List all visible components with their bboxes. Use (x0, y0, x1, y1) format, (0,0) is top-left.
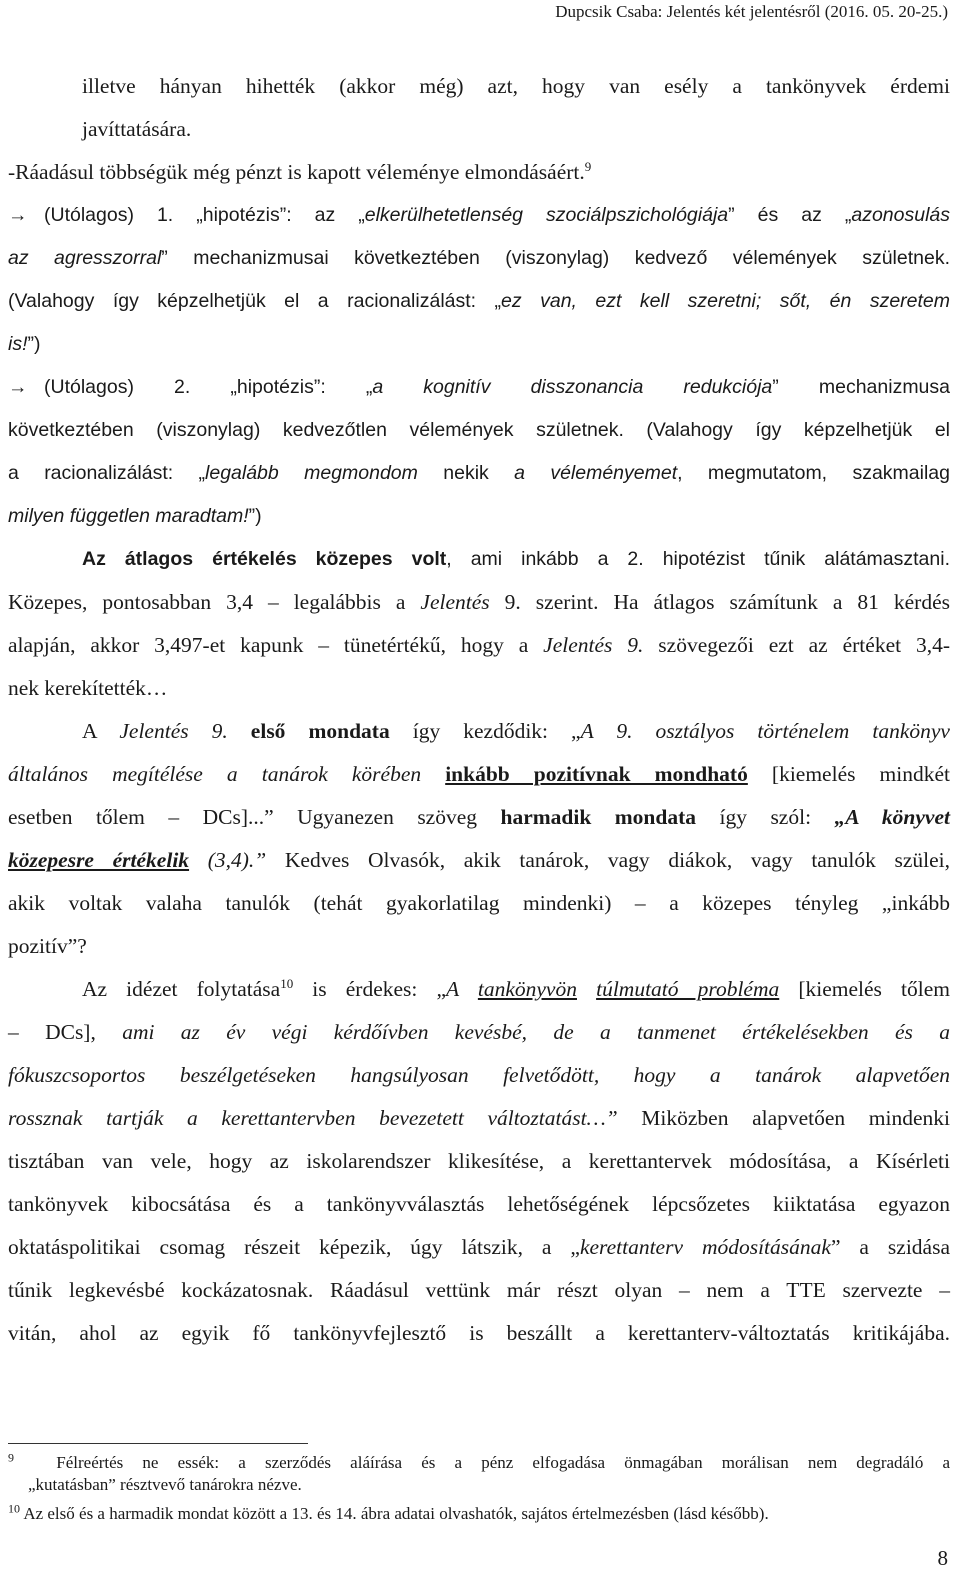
text-line (8, 1145, 950, 1188)
footnote-number: 10 (8, 1501, 20, 1516)
text-run: a kognitív disszonancia redukciója (372, 376, 773, 398)
text-run: ez van, ezt kell szeretni; sőt, én szeretem (501, 290, 951, 312)
text-line (8, 758, 950, 801)
text-run (228, 719, 251, 743)
text-run: (Utólagos) 1. „hipotézis”: az „ (44, 204, 365, 226)
text-run: -Ráadásul többségük még pénzt is kapott véleménye elmondásáért. (8, 160, 585, 184)
text-run: ”) (27, 333, 41, 355)
text-run: legalább megmondom (205, 462, 418, 484)
text-run: Miközben alapvetően mindenki (617, 1106, 951, 1130)
text-run: ” és az „ (728, 204, 852, 226)
text-line (8, 156, 950, 199)
text-run: Jelentés 9. (119, 719, 228, 743)
text-run: (3,4).” (189, 848, 267, 872)
text-run: , megmutatom, szakmailag (677, 462, 950, 484)
text-line (8, 371, 950, 414)
footnote-ref: 10 (280, 975, 294, 991)
text-line (8, 1059, 950, 1102)
text-line (8, 930, 950, 973)
footnote-number: 9 (8, 1450, 14, 1465)
text-line (8, 285, 950, 328)
text-run: rossznak tartják a kerettantervben bevezetett változtatást…” (8, 1106, 618, 1130)
text-line (8, 672, 950, 715)
text-line (8, 1274, 950, 1317)
text-line (8, 414, 950, 457)
text-run: Az átlagos értékelés közepes volt (82, 548, 447, 570)
text-run: inkább pozitívnak mondható (445, 762, 748, 786)
arrow-icon: → (8, 204, 28, 226)
text-run: is! (8, 333, 28, 355)
text-line (8, 887, 950, 930)
text-run: kerettanterv módosításának (579, 1235, 831, 1259)
text-line (8, 1317, 950, 1360)
text-run: A (82, 719, 120, 743)
body-text (8, 70, 950, 1360)
text-run: milyen független maradtam! (8, 505, 249, 527)
footnote-text: „kutatásban” résztvevő tanárokra nézve. (28, 1475, 302, 1494)
footnote-9 (8, 1452, 950, 1496)
text-run: 9. szerint. Ha átlagos számítunk a 81 kérdés (489, 590, 950, 614)
page-header: Dupcsik Csaba: Jelentés két jelentésről (2016. 05. 20-25.) (555, 2, 948, 21)
text-run: – DCs], (8, 1020, 123, 1044)
text-run: Közepes, pontosabban 3,4 – legalábbis a (8, 590, 421, 614)
text-line (8, 1188, 950, 1231)
text-run: közepesre értékelik (8, 848, 190, 872)
text-run: ”) (248, 505, 262, 527)
footnote-ref: 9 (584, 158, 592, 174)
text-run: alapján, akkor 3,497-et kapunk – tünetértékű, hogy a (8, 633, 544, 657)
footnote-text: Az első és a harmadik mondat között a 13. és 14. ábra adatai olvashatók, sajátos értelmezésben (lásd később). (23, 1504, 769, 1523)
text-line (8, 973, 950, 1016)
text-run: Kedves Olvasók, akik tanárok, vagy diákok, vagy tanulók szülei, (266, 848, 950, 872)
text-run: tűnik legkevésbé kockázatosnak. Ráadásul vettünk már részt olyan – nem a TTE szervezte – (8, 1278, 950, 1302)
text-line (8, 586, 950, 629)
text-run: ” mechanizmusa (772, 376, 951, 398)
text-run: javíttatására. (82, 117, 192, 141)
text-run (577, 977, 596, 1001)
text-run: tisztában van vele, hogy az iskolarendszer klikesítése, a kerettantervek módosítása, a Kísérleti (8, 1149, 950, 1173)
text-line (8, 629, 950, 672)
text-run: Jelentés (420, 590, 490, 614)
text-line (8, 500, 950, 543)
text-run: A (446, 977, 478, 1001)
text-line (8, 113, 950, 156)
text-line (8, 801, 950, 844)
text-run: túlmutató probléma (596, 977, 780, 1001)
text-run: a racionalizálást: „ (8, 462, 206, 484)
text-run: következtében (viszonylag) kedvezőtlen vélemények születnek. (Valahogy így képzelhetjük el (8, 419, 950, 441)
text-line (8, 1231, 950, 1274)
text-run: , ami inkább a 2. hipotézist tűnik alátámasztani. (446, 548, 950, 570)
text-line (8, 328, 950, 371)
footnote-10 (8, 1503, 950, 1525)
text-line (8, 1102, 950, 1145)
text-run: harmadik mondata (500, 805, 697, 829)
text-line (8, 543, 950, 586)
text-run: elkerülhetetlenség szociálpszichológiája (364, 204, 729, 226)
text-run: ” a szidása (830, 1235, 950, 1259)
text-run: illetve hányan hihették (akkor még) azt, hogy van esély a tankönyvek érdemi (82, 74, 950, 98)
text-run: nekik (417, 462, 515, 484)
text-line (8, 844, 950, 887)
text-run: is érdekes: „ (293, 977, 447, 1001)
text-run: így kezdődik: „ (389, 719, 581, 743)
text-run: [kiemelés tőlem (779, 977, 950, 1001)
text-run: tankönyvön (477, 977, 577, 1001)
text-run: esetben tőlem – DCs]...” Ugyanezen szöveg (8, 805, 501, 829)
text-run: fókuszcsoportos beszélgetéseken hangsúlyosan felvetődött, hogy a tanárok alapvetően (8, 1063, 950, 1087)
text-run: pozitív”? (8, 934, 87, 958)
text-run: szövegezői ezt az értéket 3,4- (643, 633, 950, 657)
text-run: A 9. osztályos történelem tankönyv (580, 719, 950, 743)
text-run: akik voltak valaha tanulók (tehát gyakorlatilag mindenki) – a közepes tényleg „inkább (8, 891, 950, 915)
text-run: vitán, ahol az egyik fő tankönyvfejlesztő is beszállt a kerettanterv-változtatás kritikájába. (8, 1321, 950, 1345)
text-run: Jelentés 9. (543, 633, 644, 657)
text-run: „A könyvet (834, 805, 950, 829)
text-line (8, 199, 950, 242)
text-run: általános megítélése a tanárok körében (8, 762, 446, 786)
text-run: (Utólagos) 2. „hipotézis”: „ (44, 376, 373, 398)
arrow-icon: → (8, 376, 28, 398)
page-number: 8 (937, 1546, 948, 1570)
footnote-separator (8, 1443, 308, 1444)
footnote-text: Félreértés ne essék: a szerződés aláírása és a pénz elfogadása önmagában morálisan nem degradáló a (56, 1453, 950, 1472)
text-run: [kiemelés mindkét (747, 762, 951, 786)
text-line (8, 457, 950, 500)
text-line (8, 715, 950, 758)
text-run: ” mechanizmusai következtében (viszonylag) kedvező vélemények születnek. (161, 247, 950, 269)
text-run: a véleményemet (514, 462, 678, 484)
text-run: így szól: (696, 805, 835, 829)
text-run: ami az év végi kérdőívben kevésbé, de a tanmenet értékelésekben és a (122, 1020, 950, 1044)
text-run: (Valahogy így képzelhetjük el a racionalizálást: „ (8, 290, 502, 312)
text-run: oktatáspolitikai csomag részeit képezik, úgy látszik, a „ (8, 1235, 580, 1259)
text-run: első mondata (250, 719, 390, 743)
text-run: azonosulás (851, 204, 950, 226)
text-run: az agresszorral (8, 247, 162, 269)
text-run: nek kerekítették… (8, 676, 168, 700)
text-line (8, 242, 950, 285)
text-run: tankönyvek kibocsátása és a tankönyvválasztás lehetőségének lépcsőzetes kiiktatása egyazon (8, 1192, 950, 1216)
text-run: Az idézet folytatása (82, 977, 281, 1001)
text-line (8, 70, 950, 113)
text-line (8, 1016, 950, 1059)
